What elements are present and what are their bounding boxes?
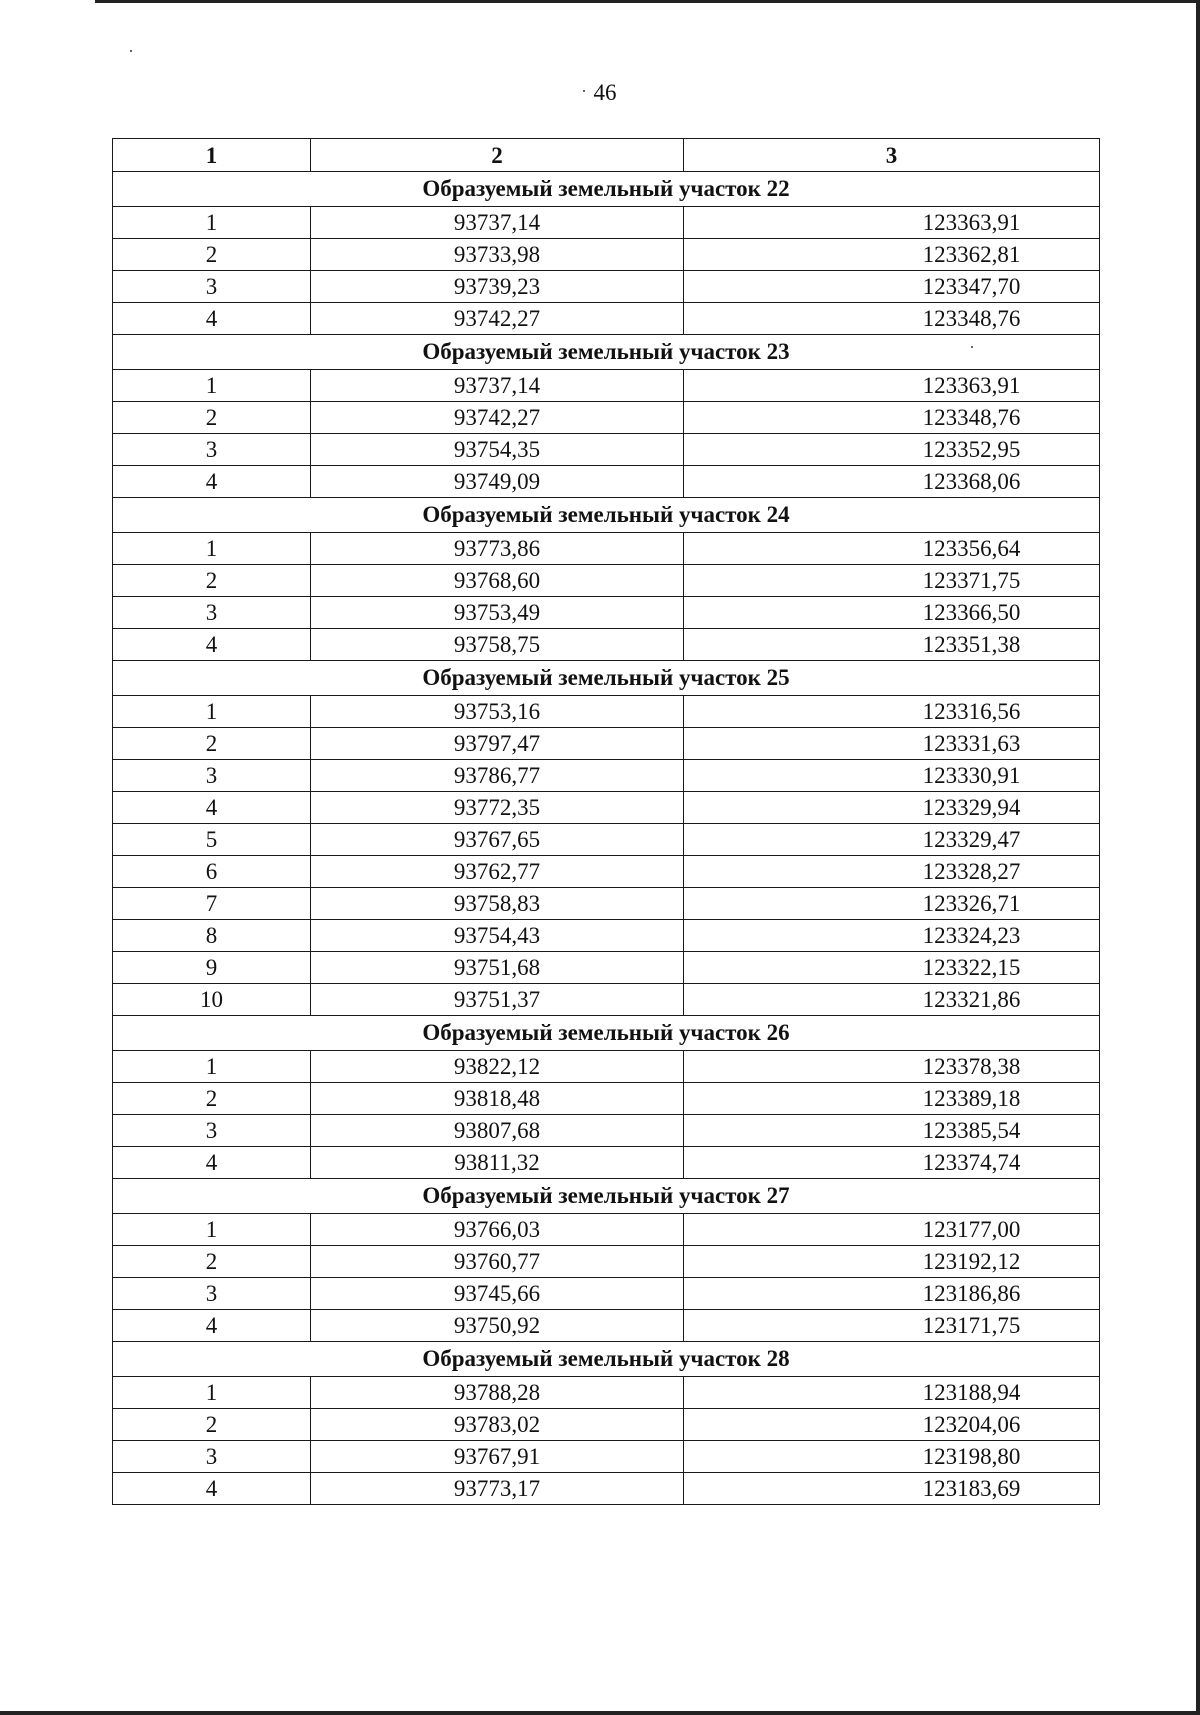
x-coordinate-cell: 93766,03 (311, 1214, 684, 1246)
x-coordinate-cell: 93786,77 (311, 760, 684, 792)
y-coordinate-cell: 123363,91 (684, 370, 1100, 402)
x-coordinate-cell: 93754,35 (311, 434, 684, 466)
column-header-x: 2 (311, 139, 684, 172)
scan-edge-bottom (0, 1711, 1200, 1715)
y-coordinate-cell: 123352,95 (684, 434, 1100, 466)
table-row (113, 1083, 1100, 1115)
column-header-y: 3 (684, 139, 1100, 172)
point-number-cell: 2 (113, 402, 311, 434)
x-coordinate-cell: 93737,14 (311, 370, 684, 402)
point-number-cell: 4 (113, 303, 311, 335)
y-coordinate-cell: 123171,75 (684, 1310, 1100, 1342)
x-coordinate-cell: 93737,14 (311, 207, 684, 239)
point-number-cell: 1 (113, 370, 311, 402)
x-coordinate-cell: 93753,49 (311, 597, 684, 629)
table-row (113, 1377, 1100, 1409)
point-number-cell: 9 (113, 952, 311, 984)
point-number-cell: 5 (113, 824, 311, 856)
y-coordinate-cell: 123186,86 (684, 1278, 1100, 1310)
point-number-cell: 4 (113, 629, 311, 661)
section-title: Образуемый земельный участок 24 (113, 498, 1100, 533)
y-coordinate-cell: 123321,86 (684, 984, 1100, 1016)
section-title-row (113, 1342, 1100, 1377)
point-number-cell: 1 (113, 1377, 311, 1409)
point-number-cell: 1 (113, 207, 311, 239)
y-coordinate-cell: 123177,00 (684, 1214, 1100, 1246)
scan-edge-top (95, 0, 1200, 3)
y-coordinate-cell: 123326,71 (684, 888, 1100, 920)
x-coordinate-cell: 93773,86 (311, 533, 684, 565)
y-coordinate-cell: 123328,27 (684, 856, 1100, 888)
section-title: Образуемый земельный участок 28 (113, 1342, 1100, 1377)
table-row (113, 824, 1100, 856)
x-coordinate-cell: 93811,32 (311, 1147, 684, 1179)
point-number-cell: 1 (113, 696, 311, 728)
x-coordinate-cell: 93751,68 (311, 952, 684, 984)
table-row (113, 466, 1100, 498)
x-coordinate-cell: 93797,47 (311, 728, 684, 760)
table-row (113, 370, 1100, 402)
table-row (113, 1278, 1100, 1310)
section-title: Образуемый земельный участок 27 (113, 1179, 1100, 1214)
table-row (113, 1441, 1100, 1473)
table-row (113, 1473, 1100, 1505)
y-coordinate-cell: 123331,63 (684, 728, 1100, 760)
x-coordinate-cell: 93742,27 (311, 402, 684, 434)
x-coordinate-cell: 93753,16 (311, 696, 684, 728)
section-title-row (113, 1016, 1100, 1051)
y-coordinate-cell: 123188,94 (684, 1377, 1100, 1409)
table-row (113, 629, 1100, 661)
table-row (113, 1115, 1100, 1147)
y-coordinate-cell: 123322,15 (684, 952, 1100, 984)
table-row (113, 1051, 1100, 1083)
table-row (113, 1409, 1100, 1441)
table-row (113, 434, 1100, 466)
point-number-cell: 3 (113, 760, 311, 792)
x-coordinate-cell: 93750,92 (311, 1310, 684, 1342)
point-number-cell: 1 (113, 1214, 311, 1246)
x-coordinate-cell: 93749,09 (311, 466, 684, 498)
y-coordinate-cell: 123348,76 (684, 402, 1100, 434)
point-number-cell: 4 (113, 792, 311, 824)
table-row (113, 920, 1100, 952)
table-row (113, 696, 1100, 728)
point-number-cell: 2 (113, 728, 311, 760)
page-number: 46 (593, 80, 617, 105)
section-title: Образуемый земельный участок 22 (113, 172, 1100, 207)
table-row (113, 856, 1100, 888)
coordinates-table-body (113, 139, 1100, 1505)
y-coordinate-cell: 123366,50 (684, 597, 1100, 629)
table-row (113, 402, 1100, 434)
point-number-cell: 3 (113, 1278, 311, 1310)
x-coordinate-cell: 93762,77 (311, 856, 684, 888)
x-coordinate-cell: 93767,91 (311, 1441, 684, 1473)
point-number-cell: 6 (113, 856, 311, 888)
table-row (113, 533, 1100, 565)
point-number-cell: 3 (113, 434, 311, 466)
coordinates-table (112, 138, 1100, 1505)
section-title-row (113, 1179, 1100, 1214)
table-row (113, 952, 1100, 984)
x-coordinate-cell: 93807,68 (311, 1115, 684, 1147)
x-coordinate-cell: 93773,17 (311, 1473, 684, 1505)
x-coordinate-cell: 93751,37 (311, 984, 684, 1016)
y-coordinate-cell: 123385,54 (684, 1115, 1100, 1147)
table-row (113, 792, 1100, 824)
table-row (113, 597, 1100, 629)
y-coordinate-cell: 123204,06 (684, 1409, 1100, 1441)
y-coordinate-cell: 123329,94 (684, 792, 1100, 824)
x-coordinate-cell: 93768,60 (311, 565, 684, 597)
point-number-cell: 3 (113, 1115, 311, 1147)
section-title: Образуемый земельный участок 25 (113, 661, 1100, 696)
x-coordinate-cell: 93818,48 (311, 1083, 684, 1115)
table-row (113, 271, 1100, 303)
y-coordinate-cell: 123371,75 (684, 565, 1100, 597)
y-coordinate-cell: 123363,91 (684, 207, 1100, 239)
y-coordinate-cell: 123351,38 (684, 629, 1100, 661)
x-coordinate-cell: 93772,35 (311, 792, 684, 824)
x-coordinate-cell: 93739,23 (311, 271, 684, 303)
x-coordinate-cell: 93758,75 (311, 629, 684, 661)
x-coordinate-cell: 93742,27 (311, 303, 684, 335)
x-coordinate-cell: 93733,98 (311, 239, 684, 271)
y-coordinate-cell: 123348,76 (684, 303, 1100, 335)
y-coordinate-cell: 123183,69 (684, 1473, 1100, 1505)
y-coordinate-cell: 123324,23 (684, 920, 1100, 952)
point-number-cell: 4 (113, 1147, 311, 1179)
section-title-row (113, 661, 1100, 696)
point-number-cell: 1 (113, 1051, 311, 1083)
point-number-cell: 3 (113, 597, 311, 629)
table-row (113, 303, 1100, 335)
point-number-cell: 2 (113, 565, 311, 597)
x-coordinate-cell: 93745,66 (311, 1278, 684, 1310)
y-coordinate-cell: 123374,74 (684, 1147, 1100, 1179)
point-number-cell: 10 (113, 984, 311, 1016)
y-coordinate-cell: 123347,70 (684, 271, 1100, 303)
table-row (113, 239, 1100, 271)
y-coordinate-cell: 123362,81 (684, 239, 1100, 271)
point-number-cell: 8 (113, 920, 311, 952)
table-row (113, 207, 1100, 239)
point-number-cell: 4 (113, 466, 311, 498)
y-coordinate-cell: 123356,64 (684, 533, 1100, 565)
table-row (113, 565, 1100, 597)
y-coordinate-cell: 123329,47 (684, 824, 1100, 856)
x-coordinate-cell: 93788,28 (311, 1377, 684, 1409)
y-coordinate-cell: 123389,18 (684, 1083, 1100, 1115)
y-coordinate-cell: 123198,80 (684, 1441, 1100, 1473)
table-row (113, 888, 1100, 920)
point-number-cell: 3 (113, 271, 311, 303)
point-number-cell: 2 (113, 1083, 311, 1115)
point-number-cell: 2 (113, 1409, 311, 1441)
y-coordinate-cell: 123368,06 (684, 466, 1100, 498)
y-coordinate-cell: 123330,91 (684, 760, 1100, 792)
section-title: Образуемый земельный участок 23 (113, 335, 1100, 370)
scan-edge-right (1196, 0, 1200, 1715)
y-coordinate-cell: 123316,56 (684, 696, 1100, 728)
table-row (113, 984, 1100, 1016)
section-title: Образуемый земельный участок 26 (113, 1016, 1100, 1051)
point-number-cell: 1 (113, 533, 311, 565)
table-header-row (113, 139, 1100, 172)
point-number-cell: 3 (113, 1441, 311, 1473)
section-title-row (113, 172, 1100, 207)
table-row (113, 728, 1100, 760)
x-coordinate-cell: 93758,83 (311, 888, 684, 920)
x-coordinate-cell: 93822,12 (311, 1051, 684, 1083)
point-number-cell: 7 (113, 888, 311, 920)
table-row (113, 1310, 1100, 1342)
x-coordinate-cell: 93760,77 (311, 1246, 684, 1278)
table-row (113, 1246, 1100, 1278)
point-number-cell: 4 (113, 1473, 311, 1505)
point-number-cell: 2 (113, 239, 311, 271)
y-coordinate-cell: 123378,38 (684, 1051, 1100, 1083)
point-number-cell: 2 (113, 1246, 311, 1278)
table-row (113, 760, 1100, 792)
x-coordinate-cell: 93754,43 (311, 920, 684, 952)
section-title-row (113, 498, 1100, 533)
scan-speck (130, 50, 132, 52)
y-coordinate-cell: 123192,12 (684, 1246, 1100, 1278)
table-row (113, 1214, 1100, 1246)
point-number-cell: 4 (113, 1310, 311, 1342)
table-row (113, 1147, 1100, 1179)
section-title-row (113, 335, 1100, 370)
x-coordinate-cell: 93783,02 (311, 1409, 684, 1441)
column-header-point: 1 (113, 139, 311, 172)
x-coordinate-cell: 93767,65 (311, 824, 684, 856)
